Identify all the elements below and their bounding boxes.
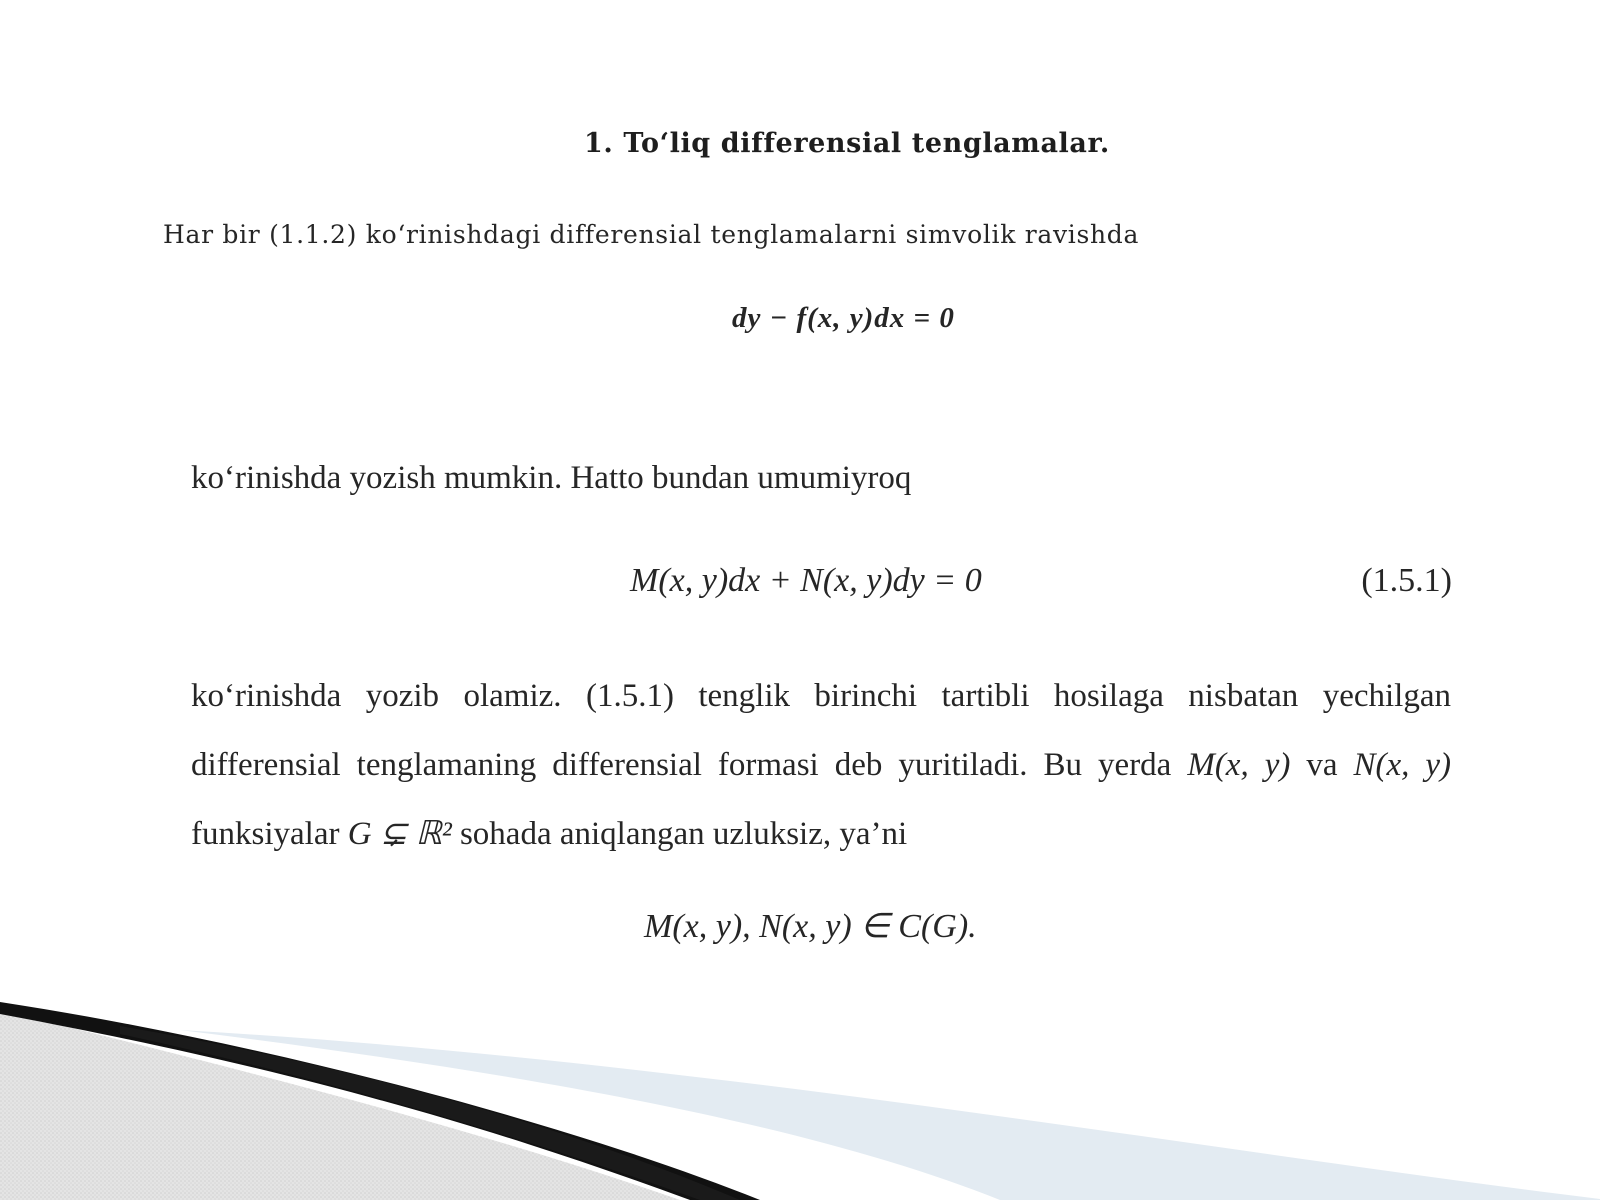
paragraph-2-line-1: ko‘rinishda yozib olamiz. (1.5.1) tenglik birinchi tartibli hosilaga nisbatan yechilgan [191, 678, 1451, 714]
paragraph-1: ko‘rinishda yozish mumkin. Hatto bundan umumiyroq [191, 460, 912, 496]
word-va: va [1306, 747, 1338, 783]
section-heading: 1. To‘liq differensial tenglamalar. [584, 128, 1110, 159]
equation-number: (1.5.1) [1361, 562, 1452, 599]
line-3-start: funksiyalar [191, 816, 340, 852]
intro-text: Har bir (1.1.2) ko‘rinishdagi differensial tenglamalarni simvolik ravishda [163, 220, 1140, 249]
formula-differential-form: dy − f(x, y)dx = 0 [732, 302, 955, 334]
paragraph-2-line-3 [191, 800, 1451, 869]
formula-continuity: M(x, y), N(x, y) ∈ C(G). [644, 908, 977, 945]
line-3-end: sohada aniqlangan uzluksiz, ya’ni [459, 816, 908, 852]
function-m: M(x, y) [1187, 747, 1291, 783]
formula-1-5-1: M(x, y)dx + N(x, y)dy = 0 [630, 562, 982, 599]
paragraph-2 [191, 662, 1451, 869]
paragraph-2-line-2 [191, 731, 1451, 800]
set-g: G ⊊ ℝ² [347, 816, 452, 852]
swoosh-gray-area [0, 1010, 680, 1200]
line-2-text: differensial tenglamaning differensial formasi deb yuritiladi. Bu yerda [191, 747, 1172, 783]
function-n: N(x, y) [1353, 747, 1452, 783]
